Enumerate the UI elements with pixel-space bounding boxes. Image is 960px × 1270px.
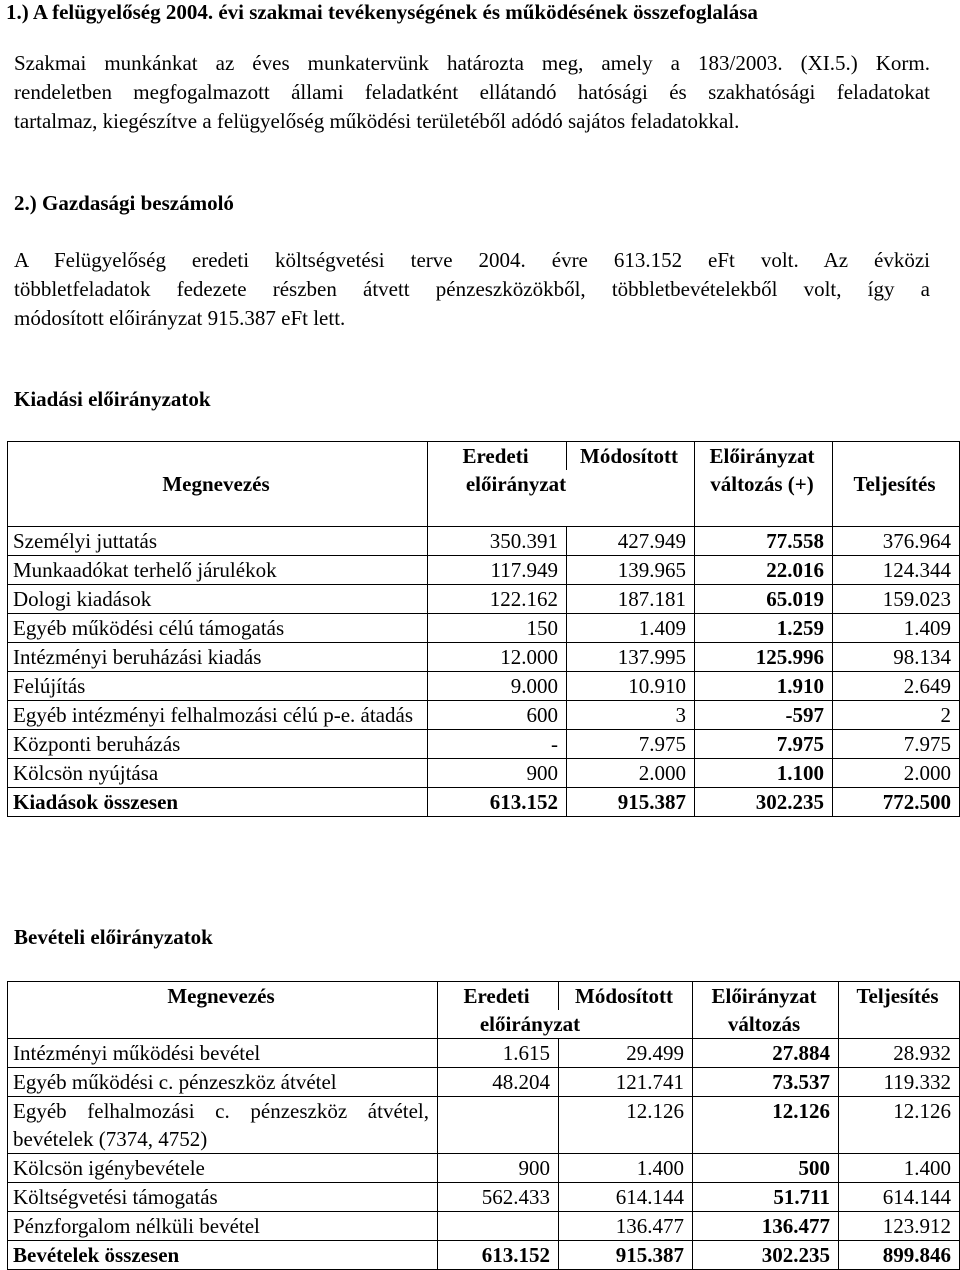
beveteli-cell-name: Pénzforgalom nélküli bevétel [8,1212,438,1241]
section2-paragraph [14,246,930,333]
section2-line-3: módosított előirányzat 915.387 eFt lett. [14,306,346,330]
table-row [8,556,960,585]
beveteli-header-eredeti: Eredeti [438,982,559,1011]
beveteli-cell-modositott: 915.387 [559,1241,693,1270]
kiadasi-title: Kiadási előirányzatok [14,387,211,411]
beveteli-cell-valtozas: 73.537 [693,1068,839,1097]
beveteli-cell-teljesites: 119.332 [839,1068,960,1097]
beveteli-header-eloiranyzat: előirányzat [438,1010,693,1039]
beveteli-cell-modositott: 614.144 [559,1183,693,1212]
beveteli-title: Bevételi előirányzatok [14,925,213,949]
table-row [8,1183,960,1212]
beveteli-header-teljesites: Teljesítés [839,982,960,1039]
kiadasi-cell-modositott: 187.181 [567,585,695,614]
kiadasi-total-row [8,788,960,817]
kiadasi-header-modositott: Módosított [567,442,695,471]
beveteli-header-name: Megnevezés [8,982,438,1039]
section2-line-1: A Felügyelőség eredeti költségvetési terve 2004. évre 613.152 eFt volt. Az évközi [14,248,930,272]
kiadasi-cell-eredeti: 12.000 [428,643,567,672]
kiadasi-cell-name: Munkaadókat terhelő járulékok [8,556,428,585]
kiadasi-cell-teljesites: 98.134 [833,643,960,672]
kiadasi-cell-name: Központi beruházás [8,730,428,759]
kiadasi-cell-valtozas: -597 [695,701,833,730]
beveteli-cell-modositott: 12.126 [559,1097,693,1154]
kiadasi-cell-teljesites: 772.500 [833,788,960,817]
kiadasi-header-eredeti: Eredeti [428,442,567,471]
kiadasi-header-eloiranyzat: előirányzat [428,470,695,527]
beveteli-cell-name: Költségvetési támogatás [8,1183,438,1212]
table-row [8,701,960,730]
table-row [8,1039,960,1068]
beveteli-cell-eredeti: 48.204 [438,1068,559,1097]
section2-line-2: többletfeladatok fedezete részben átvett pénzeszközökből, többletbevételekből volt, így a [14,277,930,301]
kiadasi-cell-eredeti: - [428,730,567,759]
kiadasi-cell-valtozas: 1.910 [695,672,833,701]
kiadasi-cell-eredeti: 613.152 [428,788,567,817]
kiadasi-cell-name: Egyéb intézményi felhalmozási célú p-e. átadás [8,701,428,730]
kiadasi-cell-valtozas: 125.996 [695,643,833,672]
beveteli-cell-valtozas: 51.711 [693,1183,839,1212]
kiadasi-table [7,441,960,817]
beveteli-cell-name: Bevételek összesen [8,1241,438,1270]
table-row [8,643,960,672]
table-row [8,527,960,556]
kiadasi-cell-modositott: 1.409 [567,614,695,643]
beveteli-header-row-1 [8,982,960,1011]
section1-line-2: rendeletben megfogalmazott állami feladatként ellátandó hatósági és szakhatósági feladatokat [14,80,930,104]
section2-heading: 2.) Gazdasági beszámoló [14,191,234,215]
table-row [8,730,960,759]
kiadasi-cell-modositott: 3 [567,701,695,730]
beveteli-cell-teljesites: 123.912 [839,1212,960,1241]
kiadasi-cell-eredeti: 122.162 [428,585,567,614]
beveteli-cell-modositott: 29.499 [559,1039,693,1068]
kiadasi-cell-modositott: 137.995 [567,643,695,672]
kiadasi-cell-teljesites: 1.409 [833,614,960,643]
kiadasi-cell-valtozas: 1.259 [695,614,833,643]
table-row [8,585,960,614]
beveteli-cell-eredeti [438,1212,559,1241]
kiadasi-cell-valtozas: 22.016 [695,556,833,585]
kiadasi-cell-name: Személyi juttatás [8,527,428,556]
beveteli-cell-teljesites: 28.932 [839,1039,960,1068]
kiadasi-header-name: Megnevezés [8,442,428,527]
table-row [8,1212,960,1241]
section1-line-1: Szakmai munkánkat az éves munkatervünk határozta meg, amely a 183/2003. (XI.5.) Korm. [14,51,930,75]
beveteli-cell-teljesites: 614.144 [839,1183,960,1212]
beveteli-total-row [8,1241,960,1270]
table-row [8,672,960,701]
kiadasi-cell-teljesites: 159.023 [833,585,960,614]
table-row [8,1068,960,1097]
section1-line-3: tartalmaz, kiegészítve a felügyelőség működési területéből adódó sajátos feladatokkal. [14,109,740,133]
kiadasi-cell-modositott: 2.000 [567,759,695,788]
beveteli-cell-valtozas: 12.126 [693,1097,839,1154]
kiadasi-cell-teljesites: 2 [833,701,960,730]
kiadasi-cell-teljesites: 7.975 [833,730,960,759]
kiadasi-cell-name: Intézményi beruházási kiadás [8,643,428,672]
beveteli-cell-eredeti: 562.433 [438,1183,559,1212]
kiadasi-cell-teljesites: 376.964 [833,527,960,556]
kiadasi-cell-modositott: 7.975 [567,730,695,759]
beveteli-cell-eredeti: 900 [438,1154,559,1183]
kiadasi-cell-eredeti: 150 [428,614,567,643]
beveteli-cell-teljesites: 12.126 [839,1097,960,1154]
kiadasi-cell-eredeti: 9.000 [428,672,567,701]
kiadasi-cell-name: Egyéb működési célú támogatás [8,614,428,643]
table-row [8,1154,960,1183]
beveteli-cell-modositott: 121.741 [559,1068,693,1097]
beveteli-cell-eredeti: 1.615 [438,1039,559,1068]
beveteli-cell-modositott: 1.400 [559,1154,693,1183]
kiadasi-cell-name: Felújítás [8,672,428,701]
section1-heading: 1.) A felügyelőség 2004. évi szakmai tevékenységének és működésének összefoglalása [6,0,758,24]
kiadasi-header-valtozas: Előirányzat változás (+) [695,442,833,527]
kiadasi-cell-name: Kiadások összesen [8,788,428,817]
kiadasi-cell-modositott: 139.965 [567,556,695,585]
beveteli-cell-modositott: 136.477 [559,1212,693,1241]
beveteli-cell-teljesites: 1.400 [839,1154,960,1183]
beveteli-body [8,1039,960,1270]
beveteli-header-valtozas: Előirányzat változás [693,982,839,1039]
kiadasi-cell-eredeti: 117.949 [428,556,567,585]
beveteli-cell-name: Egyéb felhalmozási c. pénzeszköz átvétel, bevételek (7374, 4752) [8,1097,438,1154]
kiadasi-cell-teljesites: 2.000 [833,759,960,788]
kiadasi-cell-eredeti: 350.391 [428,527,567,556]
kiadasi-header-row-1 [8,442,960,471]
kiadasi-cell-modositott: 10.910 [567,672,695,701]
kiadasi-cell-teljesites: 124.344 [833,556,960,585]
kiadasi-cell-valtozas: 7.975 [695,730,833,759]
kiadasi-cell-eredeti: 900 [428,759,567,788]
kiadasi-cell-valtozas: 302.235 [695,788,833,817]
beveteli-cell-valtozas: 302.235 [693,1241,839,1270]
beveteli-cell-valtozas: 500 [693,1154,839,1183]
table-row [8,759,960,788]
kiadasi-cell-valtozas: 1.100 [695,759,833,788]
kiadasi-cell-modositott: 427.949 [567,527,695,556]
table-row [8,1097,960,1154]
kiadasi-cell-eredeti: 600 [428,701,567,730]
beveteli-cell-eredeti: 613.152 [438,1241,559,1270]
beveteli-cell-valtozas: 27.884 [693,1039,839,1068]
kiadasi-header-teljesites: Teljesítés [833,442,960,527]
beveteli-cell-valtozas: 136.477 [693,1212,839,1241]
kiadasi-cell-teljesites: 2.649 [833,672,960,701]
kiadasi-cell-valtozas: 77.558 [695,527,833,556]
kiadasi-cell-modositott: 915.387 [567,788,695,817]
beveteli-cell-name: Intézményi működési bevétel [8,1039,438,1068]
beveteli-cell-teljesites: 899.846 [839,1241,960,1270]
beveteli-table [7,981,960,1270]
kiadasi-cell-name: Dologi kiadások [8,585,428,614]
beveteli-cell-name: Kölcsön igénybevétele [8,1154,438,1183]
table-row [8,614,960,643]
kiadasi-cell-name: Kölcsön nyújtása [8,759,428,788]
section1-paragraph [14,49,930,136]
beveteli-header-modositott: Módosított [559,982,693,1011]
beveteli-cell-eredeti [438,1097,559,1154]
kiadasi-body [8,527,960,817]
kiadasi-cell-valtozas: 65.019 [695,585,833,614]
beveteli-cell-name: Egyéb működési c. pénzeszköz átvétel [8,1068,438,1097]
